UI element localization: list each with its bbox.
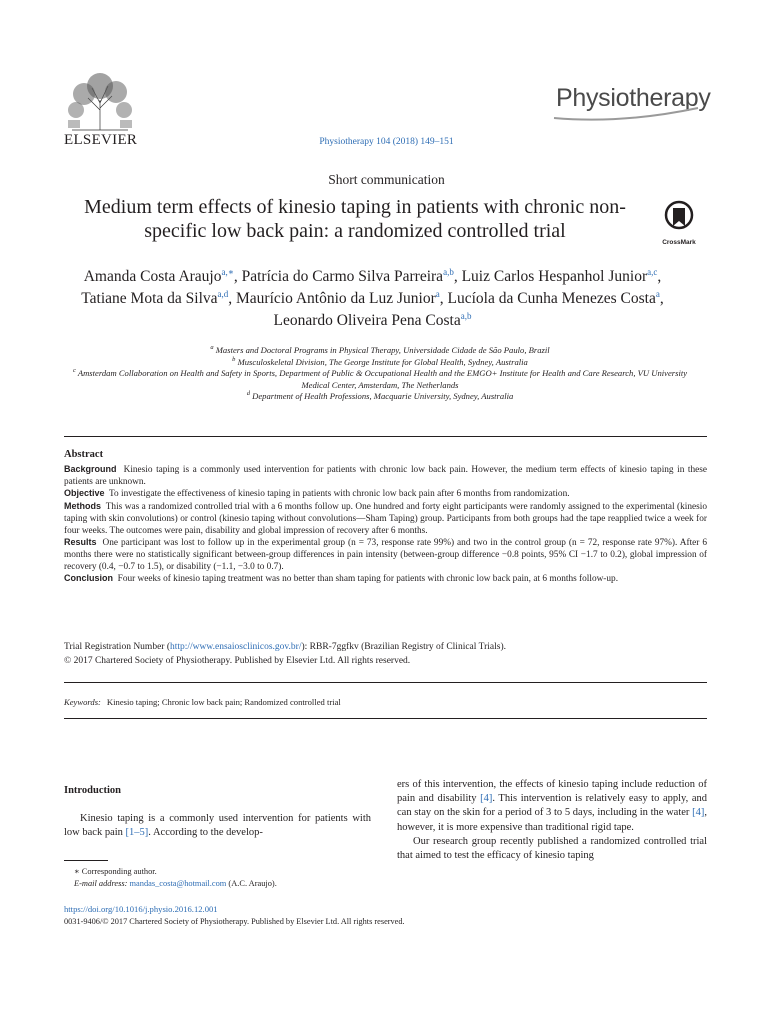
affiliation — [60, 345, 700, 357]
crossmark-badge[interactable] — [659, 200, 699, 246]
abstract-heading: Abstract — [64, 449, 104, 460]
keywords — [64, 697, 341, 707]
abstract-text: Four weeks of kinesio taping treatment was no better than sham taping for patients with chronic low back pain, at 6 months follow-up. — [117, 574, 619, 585]
author-name[interactable]: Leonardo Oliveira Pena Costa — [273, 312, 461, 329]
abstract-section — [64, 537, 707, 573]
elsevier-tree-logo — [62, 70, 138, 132]
corresponding-author-note — [64, 866, 277, 878]
article-title: Medium term effects of kinesio taping in patients with chronic non-specific low back pain: a randomized controlled trial — [84, 196, 626, 242]
issn-copyright: 0031-9406/© 2017 Chartered Society of Physiotherapy. Published by Elsevier Ltd. All rights reserved. — [64, 917, 405, 926]
email-note — [64, 878, 277, 890]
affiliation-text: Musculoskeletal Division, The George Institute for Global Health, Sydney, Australia — [237, 356, 528, 367]
abstract-section — [64, 501, 707, 537]
keywords-top-rule — [64, 682, 707, 683]
abstract-body — [64, 464, 707, 586]
paragraph-text: . This intervention is relatively easy to apply, and can stay on the skin for a period of 3 to 5 days, including in the water — [397, 793, 707, 819]
abstract-text: One participant was lost to follow up in the experimental group (n = 73, response rate 99%) and two in the control group (n = 72, response rate 97%). After 6 months there were no statistically significant between-group differences in pain intensity (between-group difference −0.8 points, 95% CI −1.7 to 0.2), global impression of recovery (0.4, −0.7 to 1.5), or disability (−1.1, −3.0 to 0.7). — [64, 538, 708, 572]
paragraph-text: . According to the develop- — [148, 827, 263, 839]
email-link[interactable]: mandas_costa@hotmail.com — [129, 878, 227, 888]
keywords-bottom-rule — [64, 718, 707, 719]
author-marks[interactable]: a — [435, 288, 440, 299]
author-name[interactable]: Tatiane Mota da Silva — [81, 290, 218, 307]
author-separator: , — [453, 268, 462, 285]
author-marks[interactable]: a,d — [217, 288, 229, 299]
crossmark-label: CrossMark — [662, 239, 696, 246]
paragraph-text: ers of this intervention, the effects of kinesio taping include reduction of pain and disability — [397, 779, 707, 805]
keywords-text: Kinesio taping; Chronic low back pain; Randomized controlled trial — [106, 697, 341, 707]
abstract-text: Kinesio taping is a commonly used intervention for patients with chronic low back pain. However, the medium term effects of kinesio taping in these patients are unknown. — [64, 465, 707, 487]
trial-registration — [64, 640, 707, 668]
author-separator: , — [228, 290, 237, 307]
affiliation-mark: c — [72, 367, 76, 375]
author-marks[interactable]: a — [655, 288, 660, 299]
abstract-text: This was a randomized controlled trial with a 6 months follow up. One hundred and forty eight participants were randomly assigned to the experimental (kinesio taping with skin convolutions) or control (kinesio taping without convolutions—Sham Taping) group. Participants from both groups had the tape reapplied twice a week for four weeks. The outcomes were pain, disability and global impression of recovery after 6 months. — [64, 502, 708, 536]
affiliation-text: Department of Health Professions, Macquarie University, Sydney, Australia — [252, 391, 514, 401]
affiliation-list — [60, 345, 700, 403]
doi-link[interactable]: https://doi.org/10.1016/j.physio.2016.12.001 — [64, 904, 218, 914]
abstract-top-rule — [64, 436, 707, 437]
abstract-label: Conclusion — [64, 573, 113, 584]
affiliation-mark: a — [210, 344, 214, 352]
footnote-text: Corresponding author. — [81, 867, 157, 876]
footnote-mark: ∗ — [74, 867, 80, 876]
author-name[interactable]: Lucíola da Cunha Menezes Costa — [447, 290, 656, 307]
reference-link[interactable]: [4] — [692, 807, 705, 819]
affiliation — [60, 357, 700, 369]
introduction-heading: Introduction — [64, 785, 121, 796]
body-column-left — [64, 812, 371, 840]
trial-registry-link[interactable]: http://www.ensaiosclinicos.gov.br/ — [169, 642, 302, 652]
journal-citation[interactable]: Physiotherapy 104 (2018) 149–151 — [319, 137, 454, 147]
affiliation-mark: b — [232, 355, 236, 363]
trial-registration-line — [64, 640, 707, 654]
abstract-section — [64, 464, 707, 488]
publisher-name: ELSEVIER — [64, 132, 138, 148]
footnote-rule — [64, 860, 108, 861]
journal-name: Physiotherapy — [556, 84, 711, 112]
affiliation — [60, 368, 700, 391]
crossmark-icon — [664, 200, 694, 234]
author-list — [60, 266, 685, 332]
reference-link[interactable]: [4] — [480, 793, 493, 805]
abstract-label: Results — [64, 537, 97, 548]
abstract-text: To investigate the effectiveness of kinesio taping in patients with chronic low back pain after 6 months from randomization. — [109, 489, 570, 500]
author-marks[interactable]: a,c — [647, 266, 658, 277]
author-separator: , — [439, 290, 448, 307]
abstract-section — [64, 573, 707, 586]
paragraph: Our research group recently published a randomized controlled trial that aimed to test the efficacy of kinesio taping — [397, 835, 707, 862]
author-marks[interactable]: a,b — [460, 310, 472, 321]
abstract-label: Objective — [64, 488, 105, 499]
affiliation-text: Amsterdam Collaboration on Health and Safety in Sports, Department of Public & Occupational Health and the EMGO+ Institute for Health and Care Research, VU University Medical Center, Amsterdam, The Netherlands — [77, 368, 688, 390]
author-marks[interactable]: a,b — [443, 266, 454, 277]
abstract-section — [64, 488, 707, 501]
author-name[interactable]: Luiz Carlos Hespanhol Junior — [461, 268, 648, 285]
abstract-label: Background — [64, 464, 117, 474]
affiliation-mark: d — [246, 390, 250, 398]
paragraph — [397, 778, 707, 835]
affiliation-text: Masters and Doctoral Programs in Physical Therapy, Universidade Cidade de São Paulo, Brazil — [215, 345, 550, 355]
author-separator: , — [657, 268, 662, 285]
footnotes — [64, 866, 277, 889]
paragraph — [64, 812, 371, 840]
trial-registration-suffix: ): RBR-7ggfkv (Brazilian Registry of Clinical Trials). — [301, 642, 506, 652]
email-suffix: (A.C. Araujo). — [228, 878, 277, 888]
reference-link[interactable]: [1–5] — [125, 827, 149, 839]
copyright-notice: © 2017 Chartered Society of Physiotherapy. Published by Elsevier Ltd. All rights reserved. — [64, 656, 411, 666]
author-name[interactable]: Patrícia do Carmo Silva Parreira — [241, 268, 444, 285]
article-type: Short communication — [328, 172, 445, 187]
author-name[interactable]: Maurício Antônio da Luz Junior — [236, 290, 436, 307]
paragraph-text: Kinesio taping is a commonly used intervention for patients with low back pain — [64, 813, 371, 839]
author-separator: , — [233, 268, 242, 285]
author-name[interactable]: Amanda Costa Araujo — [83, 268, 222, 285]
abstract-label: Methods — [64, 501, 101, 512]
paragraph-text: , however, it is more expensive than traditional rigid tape. — [397, 807, 707, 833]
trial-registration-prefix: Trial Registration Number ( — [64, 642, 170, 652]
journal-swoosh — [552, 106, 702, 122]
body-column-right — [397, 778, 707, 863]
author-separator: , — [659, 290, 664, 307]
keywords-label: Keywords: — [64, 697, 101, 707]
email-label: E-mail address: — [74, 878, 128, 888]
affiliation — [60, 391, 700, 403]
author-marks[interactable]: a,∗ — [221, 266, 234, 277]
